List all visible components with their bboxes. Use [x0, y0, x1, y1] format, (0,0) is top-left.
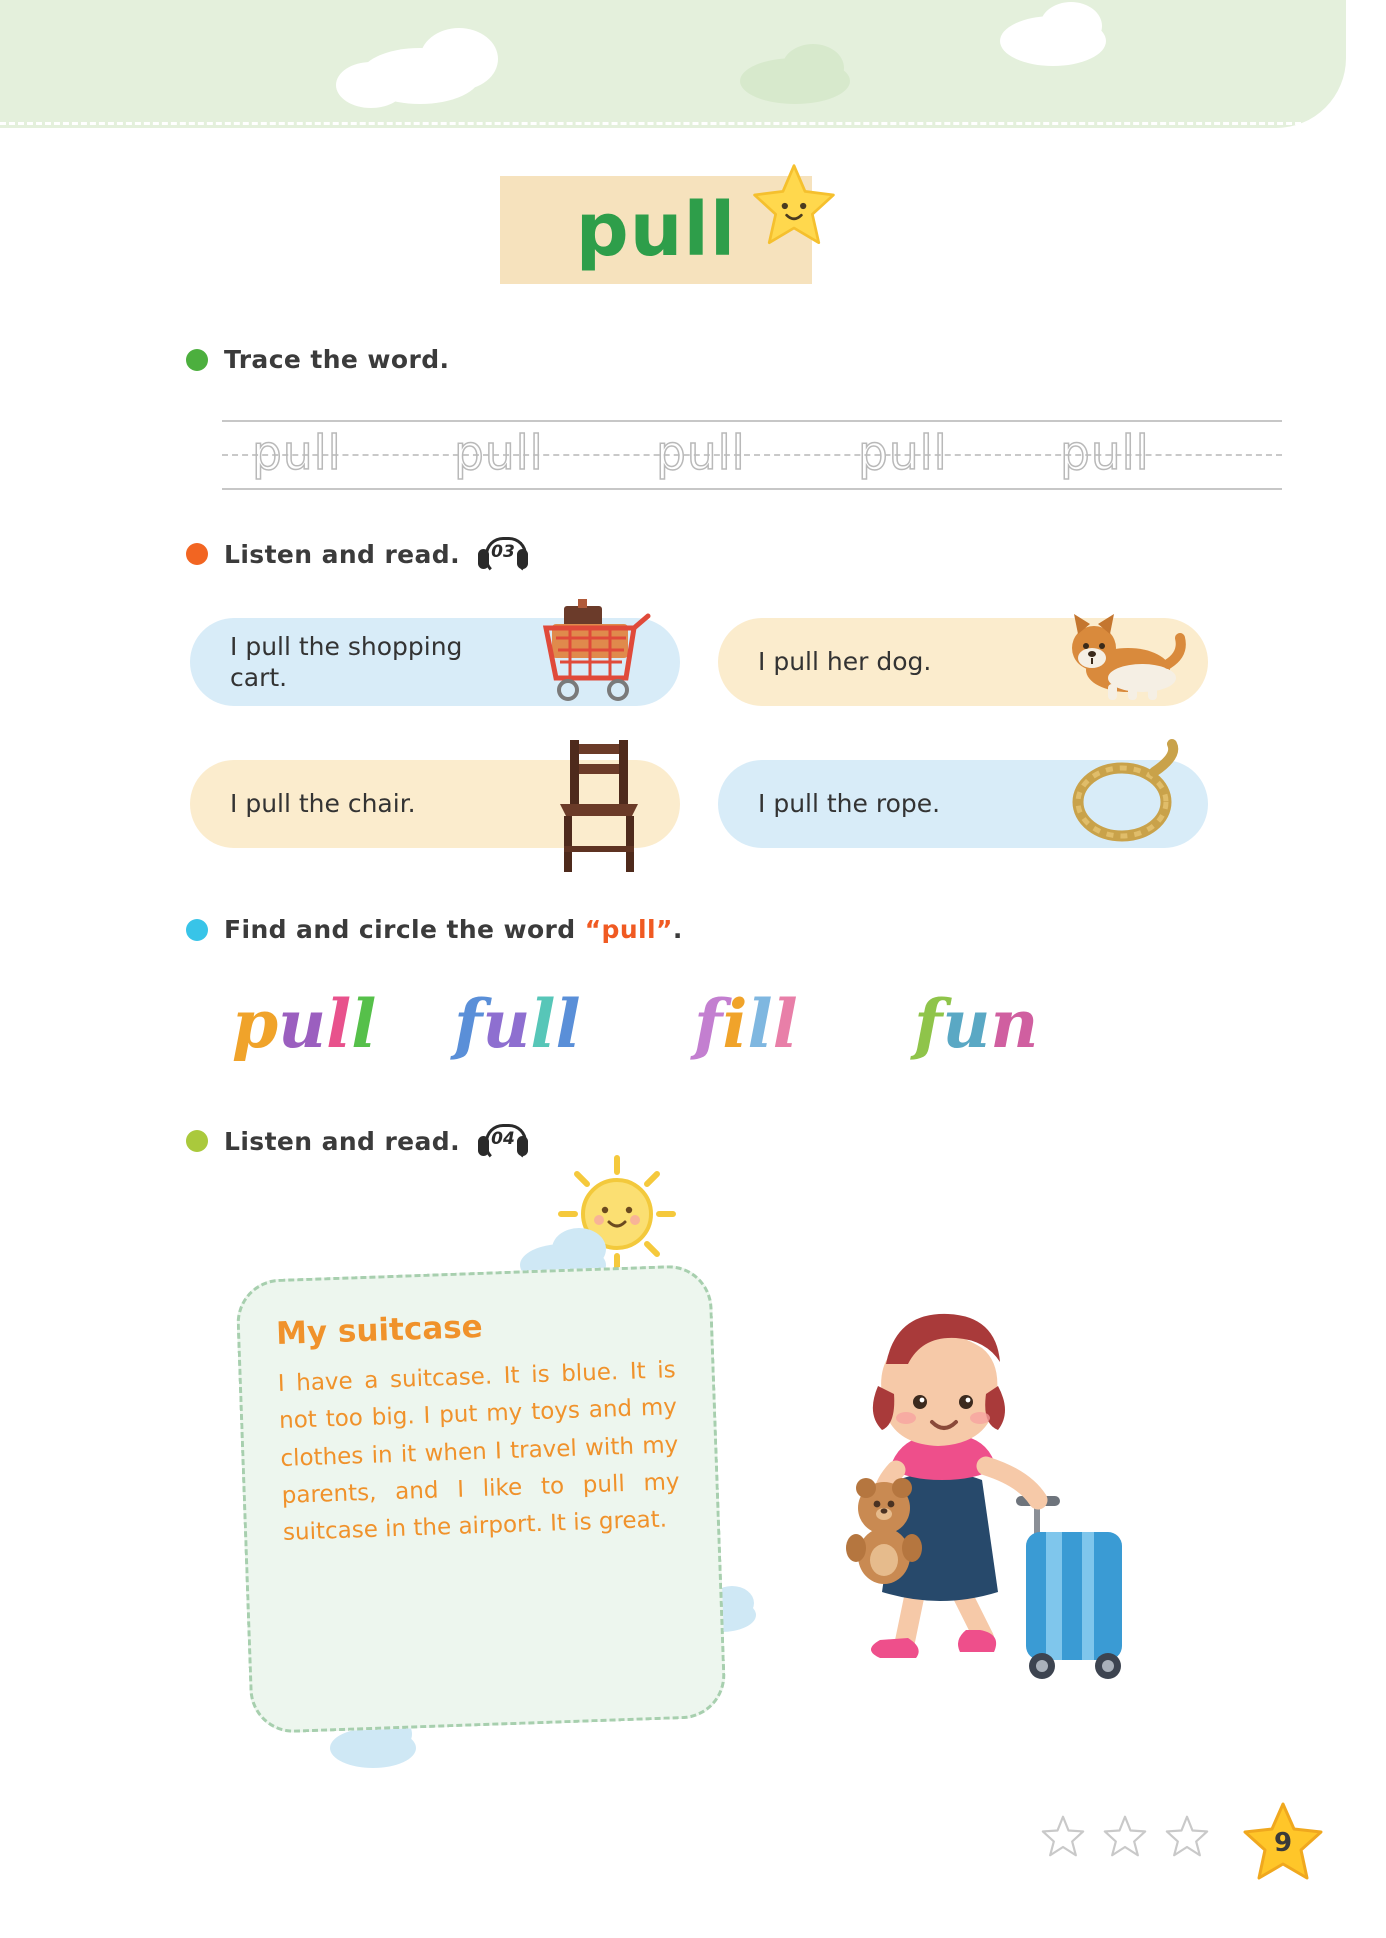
word-choice-fun[interactable]: fun: [914, 985, 1039, 1063]
page-header-band: [0, 0, 1346, 128]
star-icon[interactable]: [1102, 1814, 1148, 1858]
headphones-icon[interactable]: [476, 1122, 530, 1160]
story-body: I have a suitcase. It is blue. It is not too big. I put my toys and my clothes in it when I travel with my parents, and I like to pull my suitcase in the airport. It is great.: [277, 1357, 680, 1546]
dog-image: [1050, 586, 1200, 726]
trace-word[interactable]: pull: [858, 426, 948, 481]
sentence-card[interactable]: [190, 618, 680, 706]
star-icon[interactable]: [1040, 1814, 1086, 1858]
trace-word[interactable]: pull: [454, 426, 544, 481]
headphones-icon[interactable]: [476, 535, 530, 573]
find-circle-prefix: Find and circle the word: [224, 915, 585, 944]
page-title: pull: [575, 187, 737, 273]
chair-image: [522, 718, 672, 882]
cloud-icon: [782, 44, 844, 92]
rope-image: [1050, 728, 1200, 868]
word-title: [500, 176, 830, 286]
sentence-text: I pull the chair.: [230, 789, 416, 819]
word-choice-full[interactable]: full: [454, 985, 581, 1063]
sentence-text: I pull the rope.: [758, 789, 941, 819]
trace-practice-area[interactable]: [222, 420, 1282, 492]
trace-rule-bottom: [222, 488, 1282, 490]
star-icon[interactable]: [1164, 1814, 1210, 1858]
word-choice-pull[interactable]: pull: [232, 985, 377, 1063]
section-label-listen-1: Listen and read.: [224, 539, 461, 569]
page-footer: [1030, 1800, 1340, 1890]
sentence-card[interactable]: [718, 760, 1208, 848]
section-label-find-circle: [224, 915, 683, 944]
story-card: [235, 1264, 727, 1734]
cloud-icon: [552, 1228, 606, 1270]
bullet-icon: [186, 919, 208, 941]
trace-word[interactable]: pull: [656, 426, 746, 481]
cloud-icon: [336, 62, 406, 108]
sentence-text: I pull her dog.: [758, 647, 932, 677]
section-label-listen-2: Listen and read.: [224, 1126, 461, 1156]
section-header-listen-1: [186, 535, 530, 573]
page-number: 9: [1273, 1828, 1293, 1858]
girl-with-suitcase-image: [820, 1290, 1180, 1690]
section-header-find-circle: [186, 915, 683, 944]
audio-track-number: 04: [491, 1129, 515, 1149]
trace-word[interactable]: pull: [1060, 426, 1150, 481]
story-content: [238, 1267, 723, 1731]
word-choice-row: [222, 985, 1222, 1095]
section-header-trace: [186, 345, 449, 374]
shopping-cart-image: [522, 586, 672, 726]
quote-open: “: [584, 915, 602, 944]
section-header-listen-2: [186, 1122, 530, 1160]
quote-close: ”: [655, 915, 673, 944]
star-icon: [748, 162, 840, 250]
header-dashed-divider: [0, 122, 1346, 125]
story-title: My suitcase: [275, 1308, 484, 1353]
trace-word[interactable]: pull: [252, 426, 342, 481]
word-choice-fill[interactable]: fill: [694, 985, 798, 1063]
sentence-card[interactable]: [718, 618, 1208, 706]
trace-rule-top: [222, 420, 1282, 422]
cloud-icon: [420, 28, 498, 90]
bullet-icon: [186, 349, 208, 371]
cloud-icon: [1040, 2, 1102, 50]
target-word: pull: [601, 915, 656, 944]
sentence-card[interactable]: [190, 760, 680, 848]
bullet-icon: [186, 543, 208, 565]
bullet-icon: [186, 1130, 208, 1152]
find-circle-target-word: [585, 915, 673, 944]
section-label-trace: Trace the word.: [224, 345, 450, 374]
find-circle-suffix: .: [672, 915, 683, 944]
audio-track-number: 03: [491, 542, 515, 562]
sentence-text: I pull the shopping cart.: [230, 631, 463, 692]
